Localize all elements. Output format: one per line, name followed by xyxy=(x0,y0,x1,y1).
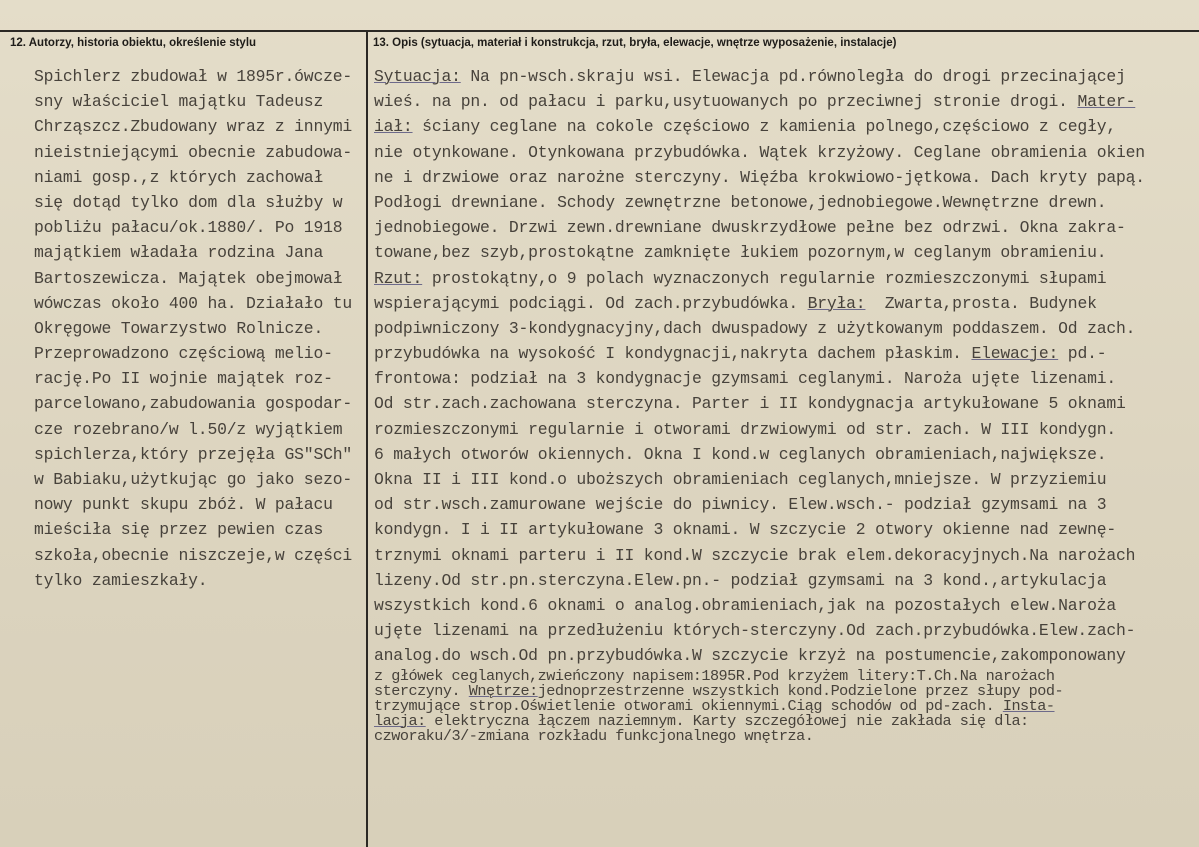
section-12-line: nowy punkt skupu zbóż. W pałacu xyxy=(34,495,333,515)
section-12-line: Chrząszcz.Zbudowany wraz z innymi xyxy=(34,117,352,137)
line-text: trznymi oknami parteru i II kond.W szczycie brak elem.dekoracyjnych.Na narożach xyxy=(374,545,1136,565)
section-12-line: spichlerza,który przejęła GS"SCh" xyxy=(34,444,352,464)
field-label: Rzut: xyxy=(374,268,423,288)
line-text: Podłogi drewniane. Schody zewnętrzne betonowe,jednobiegowe.Wewnętrzne drewn. xyxy=(374,192,1107,212)
field-label: Insta- xyxy=(1002,696,1055,715)
section-13-line xyxy=(374,543,1194,568)
section-13-line xyxy=(374,467,1194,492)
line-text: Na pn-wsch.skraju wsi. Elewacja pd.równoległa do drogi przecinającej xyxy=(460,67,1126,86)
section-13-line xyxy=(374,140,1194,165)
line-text: elektryczna łączem naziemnym. Karty szczegółowej nie zakłada się dla: xyxy=(425,712,1029,731)
section-13-line xyxy=(374,266,1194,291)
section-13-line xyxy=(374,593,1194,618)
line-text: podpiwniczony 3-kondygnacyjny,dach dwuspadowy z użytkowanym poddaszem. Od zach. xyxy=(374,318,1136,338)
line-text: pd.- xyxy=(1058,344,1107,364)
section-12-line: rację.Po II wojnie majątek roz- xyxy=(34,369,333,389)
section-12-line: Okręgowe Towarzystwo Rolnicze. xyxy=(34,318,324,338)
section-13-line xyxy=(374,316,1194,341)
section-12-text xyxy=(34,64,364,593)
line-text: trzymujące strop.Oświetlenie otworami okiennymi.Ciąg schodów od pd-zach. xyxy=(374,696,1003,715)
section-12-line: nieistniejącymi obecnie zabudowa- xyxy=(34,142,352,162)
field-label: iał: xyxy=(374,117,413,137)
line-text: Zwarta,prosta. Budynek xyxy=(865,293,1097,313)
section-12-line: cze rozebrano/w l.50/z wyjątkiem xyxy=(34,419,343,439)
line-text: czworaku/3/-zmiana rozkładu funkcjonalnego wnętrza. xyxy=(374,727,814,746)
section-12-line: majątkiem władała rodzina Jana xyxy=(34,243,324,263)
section-12-line: szkoła,obecnie niszczeje,w części xyxy=(34,545,352,565)
section-13-line xyxy=(374,366,1194,391)
section-12-line: się dotąd tylko dom dla służby w xyxy=(34,192,343,212)
section-12-line: pobliżu pałacu/ok.1880/. Po 1918 xyxy=(34,218,343,238)
section-12-line: niami gosp.,z których zachował xyxy=(34,167,324,187)
section-12-heading: 12. Autorzy, historia obiektu, określenie stylu xyxy=(10,37,257,49)
line-text: Okna II i III kond.o uboższych obramieniach ceglanych,mniejsze. W przyziemiu xyxy=(374,470,1107,489)
section-13-line xyxy=(374,341,1194,366)
line-text: nie otynkowane. Otynkowana przybudówka. Wątek krzyżowy. Ceglane obramienia okien xyxy=(374,142,1145,162)
line-text: wspierającymi podciągi. Od zach.przybudówka. xyxy=(374,293,808,313)
section-13-line xyxy=(374,729,1194,744)
line-text: rozmieszczonymi regularnie i otworami drzwiowymi od str. zach. W III kondygn. xyxy=(374,419,1116,439)
field-label: Wnętrze: xyxy=(468,681,538,700)
section-12-line: Przeprowadzono częściową melio- xyxy=(34,344,333,364)
line-text: sterczyny. xyxy=(374,681,469,700)
section-13-line xyxy=(374,64,1194,89)
line-text: ujęte lizenami na przedłużeniu których-sterczyny.Od zach.przybudówka.Elew.zach- xyxy=(374,621,1136,641)
section-12-line: w Babiaku,użytkując go jako sezo- xyxy=(34,470,352,489)
line-text: 6 małych otworów okiennych. Okna I kond.w ceglanych obramieniach,największe. xyxy=(374,444,1107,464)
section-13-line xyxy=(374,618,1194,643)
section-13-heading: 13. Opis (sytuacja, materiał i konstrukcja, rzut, bryła, elewacje, wnętrze wyposażenie, instalacje) xyxy=(373,37,897,49)
field-label: Elewacje: xyxy=(971,344,1059,364)
section-13-line xyxy=(374,89,1194,114)
field-label: Bryła: xyxy=(807,293,866,313)
section-13-line xyxy=(374,442,1194,467)
section-13-line xyxy=(374,114,1194,139)
line-text: frontowa: podział na 3 kondygnacje gzymsami ceglanymi. Naroża ujęte lizenami. xyxy=(374,369,1116,389)
line-text: analog.do wsch.Od pn.przybudówka.W szczycie krzyż na postumencie,zakomponowany xyxy=(374,646,1126,666)
line-text: jednoprzestrzenne wszystkich kond.Podzielone przez słupy pod- xyxy=(537,681,1064,700)
section-12-line: Bartoszewicza. Majątek obejmował xyxy=(34,268,343,288)
section-13-line xyxy=(374,417,1194,442)
field-label: lacja: xyxy=(374,712,426,731)
section-12-line: mieściła się przez pewien czas xyxy=(34,520,324,540)
line-text: towane,bez szyb,prostokątne zamknięte łukiem pozornym,w ceglanym obramieniu. xyxy=(374,243,1107,263)
field-label: Sytuacja: xyxy=(374,67,461,86)
section-13-line xyxy=(374,391,1194,416)
section-12-line: tylko zamieszkały. xyxy=(34,570,208,590)
section-13-text xyxy=(374,64,1194,744)
section-13-line xyxy=(374,165,1194,190)
section-13-line xyxy=(374,190,1194,215)
line-text: kondygn. I i II artykułowane 3 oknami. W szczycie 2 otwory okienne nad zewnę- xyxy=(374,520,1116,540)
line-text: lizeny.Od str.pn.sterczyna.Elew.pn.- podział gzymsami na 3 kond.,artykulacja xyxy=(374,570,1107,590)
section-13-line xyxy=(374,643,1194,668)
column-divider xyxy=(366,30,368,847)
section-13-line xyxy=(374,568,1194,593)
section-13-line xyxy=(374,517,1194,542)
section-12-line: Spichlerz zbudował w 1895r.ówcze- xyxy=(34,67,352,86)
line-text: przybudówka na wysokość I kondygnacji,nakryta dachem płaskim. xyxy=(374,344,972,364)
section-12-line: sny właściciel majątku Tadeusz xyxy=(34,92,324,112)
line-text: z główek ceglanych,zwieńczony napisem:1895R.Pod krzyżem litery:T.Ch.Na narożach xyxy=(374,666,1055,685)
header-rule xyxy=(0,30,1199,32)
section-13-line xyxy=(374,240,1194,265)
section-13-line xyxy=(374,291,1194,316)
section-12-line: parcelowano,zabudowania gospodar- xyxy=(34,394,352,414)
field-label: Mater- xyxy=(1077,92,1136,112)
line-text: jednobiegowe. Drzwi zewn.drewniane dwuskrzydłowe pełne bez odrzwi. Okna zakra- xyxy=(374,218,1126,238)
section-13-line xyxy=(374,215,1194,240)
line-text: wieś. na pn. od pałacu i parku,usytuowanych po przeciwnej stronie drogi. xyxy=(374,92,1078,112)
line-text: ściany ceglane na cokole częściowo z kamienia polnego,częściowo z cegły, xyxy=(412,117,1116,137)
line-text: ne i drzwiowe oraz narożne sterczyny. Więźba krokwiowo-jętkowa. Dach kryty papą. xyxy=(374,167,1145,187)
line-text: Od str.zach.zachowana sterczyna. Parter i II kondygnacja artykułowane 5 oknami xyxy=(374,394,1126,414)
line-text: od str.wsch.zamurowane wejście do piwnicy. Elew.wsch.- podział gzymsami na 3 xyxy=(374,495,1107,515)
section-13-line xyxy=(374,492,1194,517)
line-text: wszystkich kond.6 oknami o analog.obramieniach,jak na pozostałych elew.Naroża xyxy=(374,595,1116,615)
line-text: prostokątny,o 9 polach wyznaczonych regularnie rozmieszczonymi słupami xyxy=(422,268,1107,288)
section-12-line: wówczas około 400 ha. Działało tu xyxy=(34,293,352,313)
